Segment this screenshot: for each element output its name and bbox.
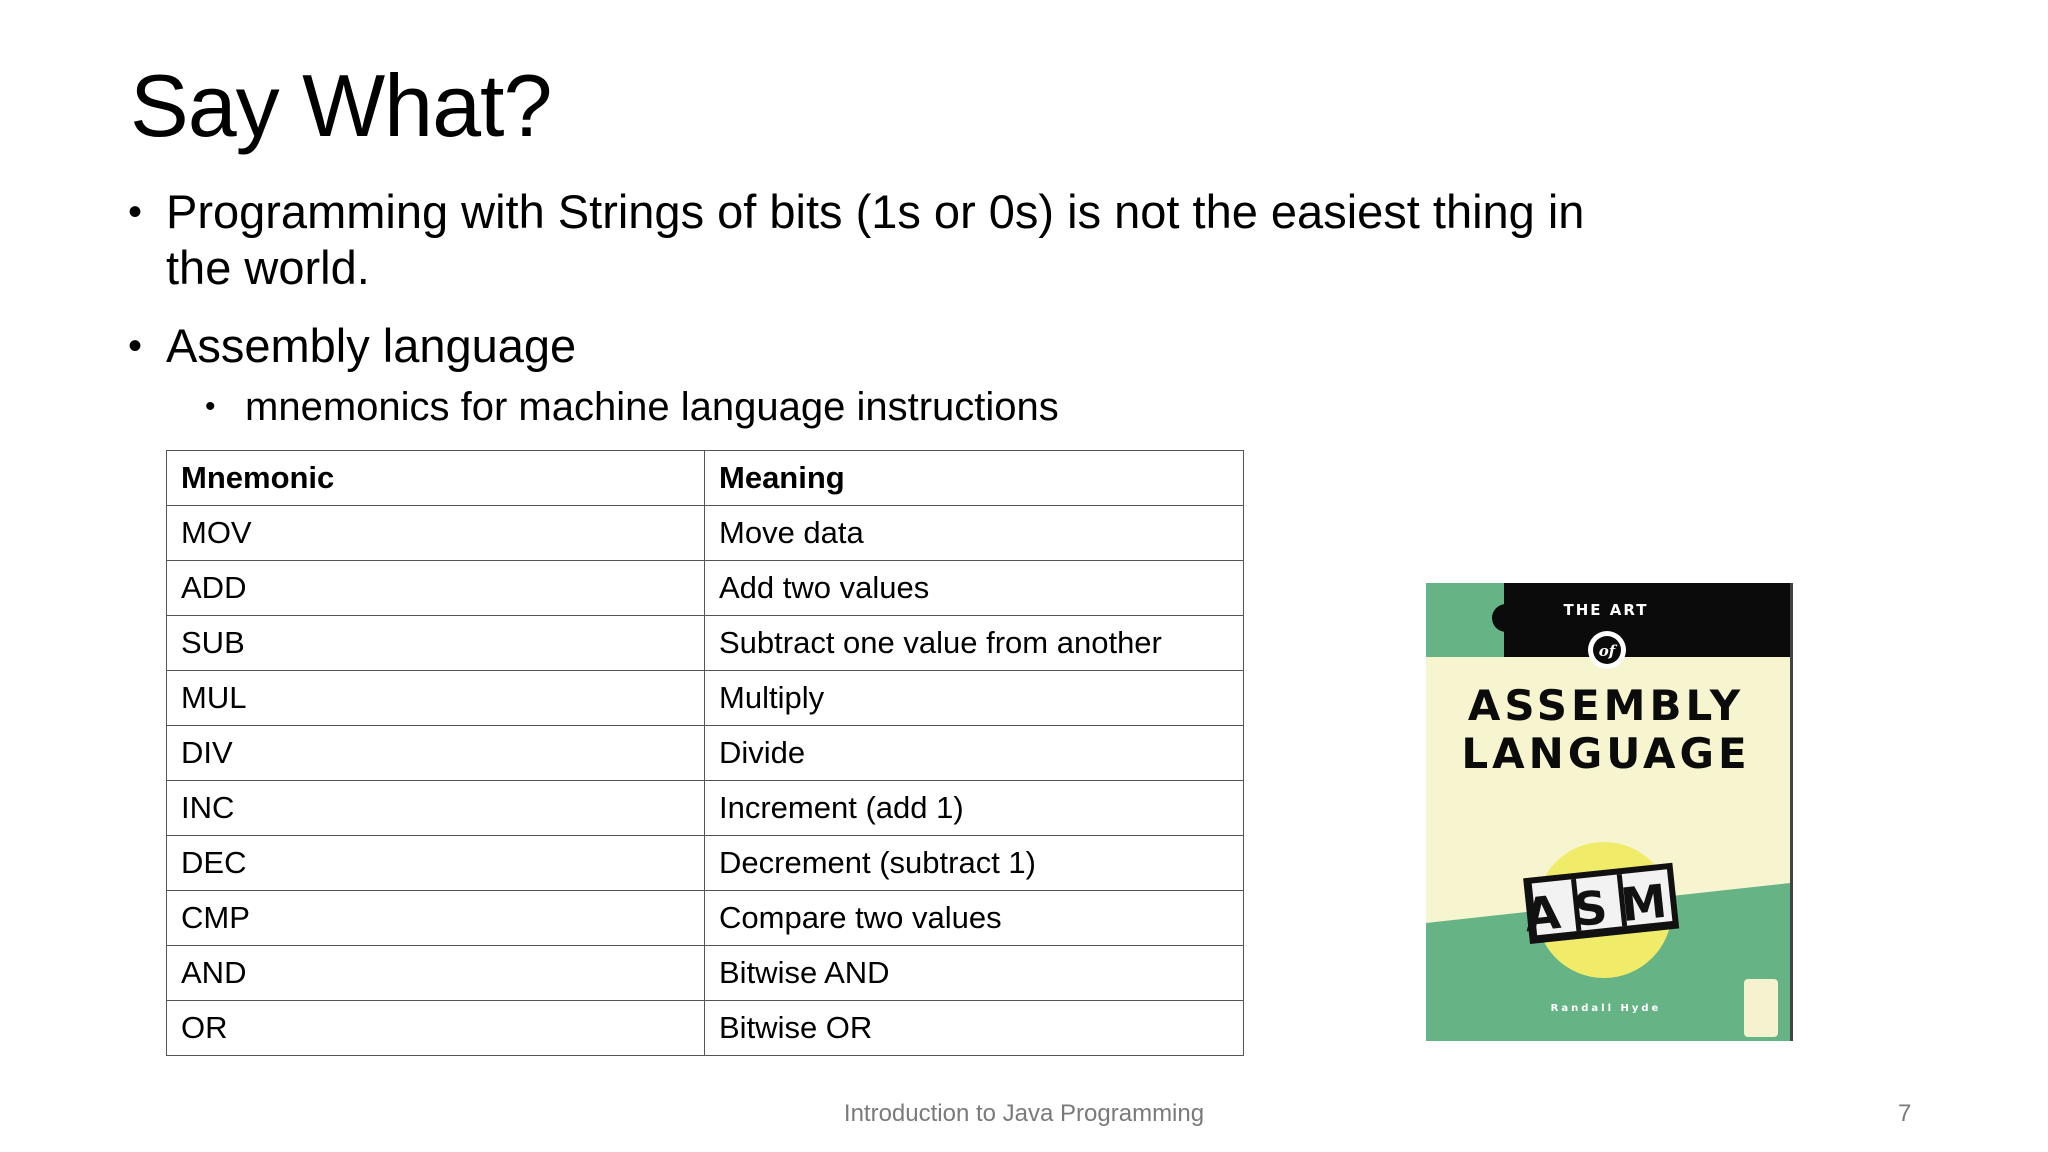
header-mnemonic: Mnemonic <box>167 451 705 506</box>
table-row <box>167 781 1244 836</box>
bullet-text: Assembly language <box>166 319 577 372</box>
bullet-text: Programming with Strings of bits (1s or 0s) is not the easiest thing in the world. <box>166 185 1585 294</box>
cover-top-line: THE ART <box>1563 601 1649 619</box>
meaning-cell: Multiply <box>705 671 1244 726</box>
meaning-cell: Subtract one value from another <box>705 616 1244 671</box>
mnemonic-cell: MOV <box>167 506 705 561</box>
mnemonic-cell: DEC <box>167 836 705 891</box>
cover-of: of <box>1598 642 1616 660</box>
table-row <box>167 891 1244 946</box>
cover-author: Randall Hyde <box>1550 1003 1662 1014</box>
cover-asm-badge: ASM <box>1521 872 1684 943</box>
meaning-cell: Bitwise AND <box>705 946 1244 1001</box>
header-meaning: Meaning <box>705 451 1244 506</box>
table-row <box>167 1001 1244 1056</box>
meaning-cell: Increment (add 1) <box>705 781 1244 836</box>
slide-title: Say What? <box>130 56 552 155</box>
meaning-cell: Move data <box>705 506 1244 561</box>
cover-title-line2: LANGUAGE <box>1461 729 1751 778</box>
table-row <box>167 836 1244 891</box>
mnemonic-cell: INC <box>167 781 705 836</box>
page-number: 7 <box>1898 1100 1912 1127</box>
meaning-cell: Compare two values <box>705 891 1244 946</box>
sub-bullet-text: mnemonics for machine language instructions <box>245 385 1059 429</box>
meaning-cell: Decrement (subtract 1) <box>705 836 1244 891</box>
table-row <box>167 616 1244 671</box>
bullet-dot: • <box>205 390 216 423</box>
book-cover-image <box>1426 583 1793 1041</box>
table-row <box>167 726 1244 781</box>
mnemonic-cell: SUB <box>167 616 705 671</box>
mnemonic-cell: AND <box>167 946 705 1001</box>
mnemonic-table <box>166 450 1244 1056</box>
mnemonic-cell: ADD <box>167 561 705 616</box>
slide-footer: Introduction to Java Programming <box>843 1100 1205 1127</box>
meaning-cell: Add two values <box>705 561 1244 616</box>
table-header-row <box>167 451 1244 506</box>
table-row <box>167 946 1244 1001</box>
cover-black-band <box>1495 583 1790 657</box>
table-row <box>167 506 1244 561</box>
cover-publisher-logo <box>1744 979 1778 1037</box>
mnemonic-cell: CMP <box>167 891 705 946</box>
meaning-cell: Bitwise OR <box>705 1001 1244 1056</box>
bullet-dot: • <box>128 190 143 234</box>
bullet-dot: • <box>128 324 143 368</box>
table-row <box>167 561 1244 616</box>
mnemonic-cell: MUL <box>167 671 705 726</box>
cover-title-line1: ASSEMBLY <box>1467 681 1745 730</box>
cover-tab-notch <box>1492 604 1520 632</box>
mnemonic-cell: DIV <box>167 726 705 781</box>
meaning-cell: Divide <box>705 726 1244 781</box>
mnemonic-cell: OR <box>167 1001 705 1056</box>
table-row <box>167 671 1244 726</box>
